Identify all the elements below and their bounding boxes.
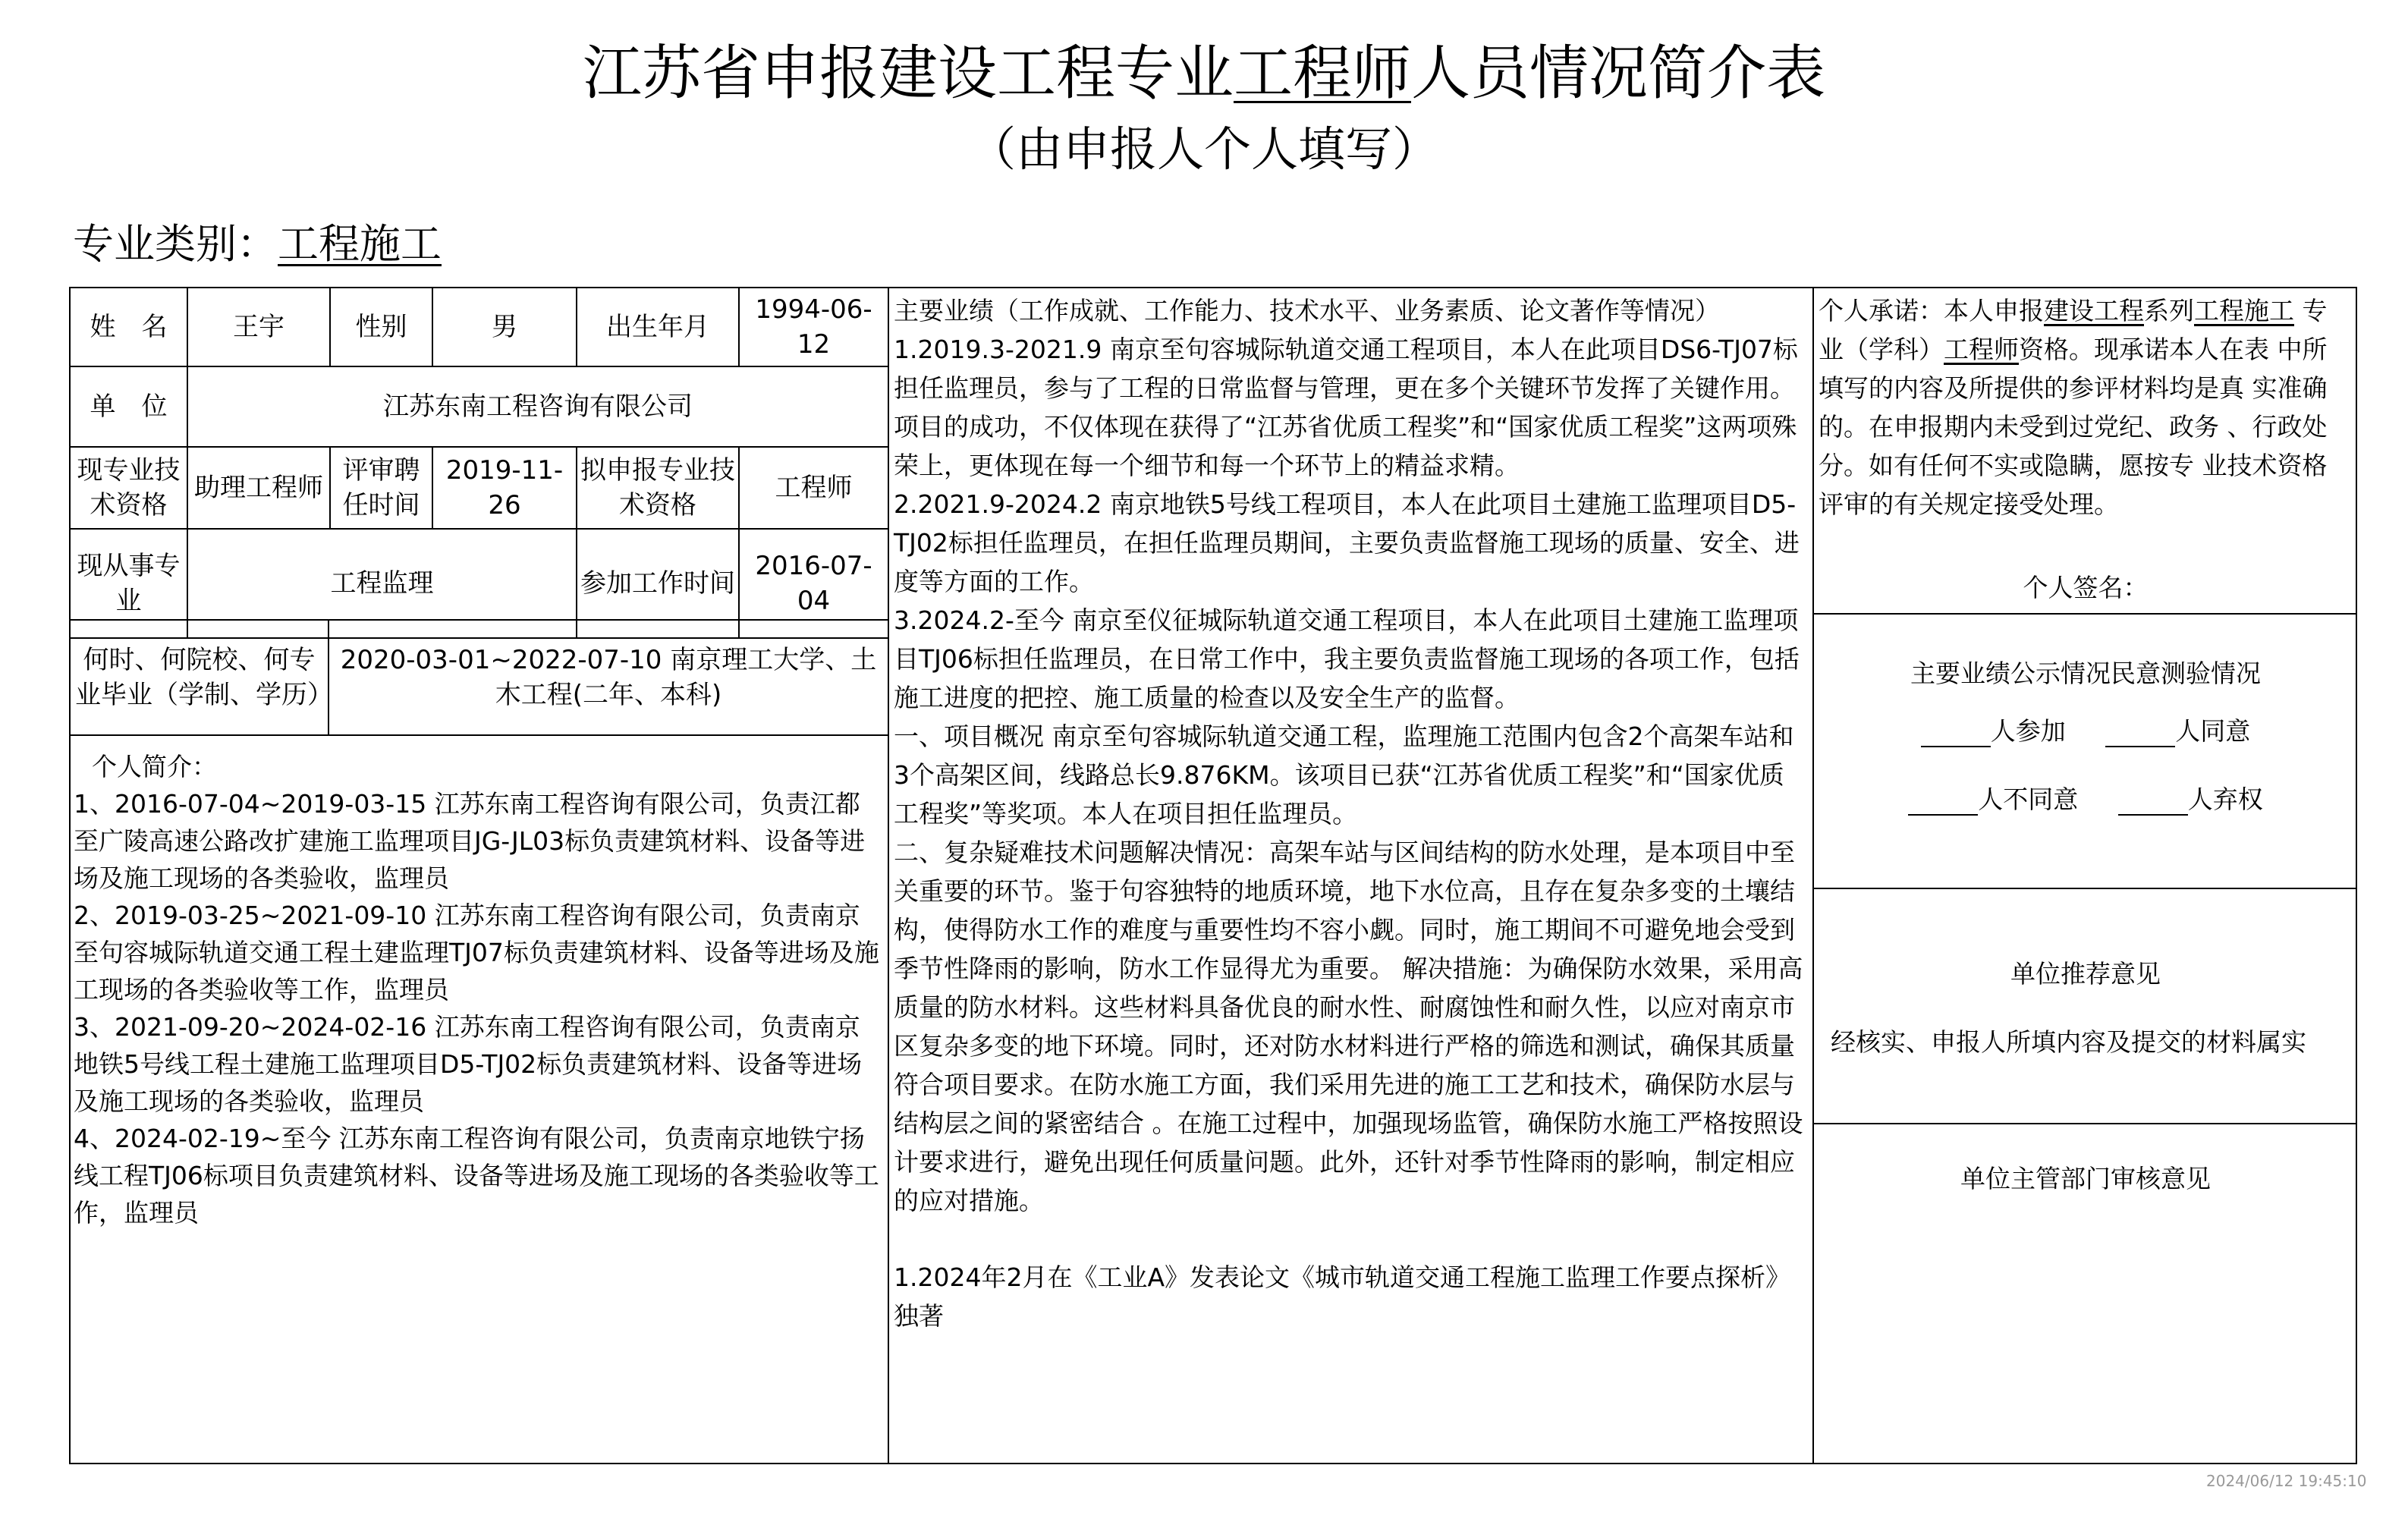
apply-qualification-value: 工程师 xyxy=(739,447,888,529)
qualification-value: 助理工程师 xyxy=(187,447,330,529)
page-subtitle: （由申报人个人填写） xyxy=(968,121,1439,177)
appoint-time-value: 2019-11-26 xyxy=(432,447,577,529)
recommend-title: 单位推荐意见 xyxy=(2010,959,2161,989)
work-start-value: 2016-07-04 xyxy=(739,529,888,638)
divider xyxy=(1814,613,2357,615)
blank-line xyxy=(1921,720,1991,747)
major-value: 工程监理 xyxy=(187,529,577,638)
gender-value: 男 xyxy=(432,288,577,366)
blank-line xyxy=(1908,788,1978,816)
achievements-title: 主要业绩（工作成就、工作能力、技术水平、业务素质、论文著作等情况） xyxy=(894,296,1720,325)
qualification-label: 现专业技术资格 xyxy=(70,447,187,529)
birth-label: 出生年月 xyxy=(577,288,739,366)
poll-row-2 xyxy=(1814,780,2357,816)
signature-label: 个人签名： xyxy=(2023,573,2149,602)
poll-agree: 人同意 xyxy=(2175,716,2251,746)
resume-section xyxy=(74,748,882,1231)
name-label: 姓 名 xyxy=(70,288,187,366)
gender-label: 性别 xyxy=(330,288,432,366)
achievement-paragraph: 一、项目概况 南京至句容城际轨道交通工程，监理施工范围内包含2个高架车站和3个高架区间，线路总长9.876KM。该项目已获“江苏省优质工程奖”和“国家优质工程奖”等奖项。本人在项目担任监理员。 xyxy=(894,722,1794,828)
category xyxy=(73,214,442,275)
appoint-time-label: 评审聘任时间 xyxy=(330,447,432,529)
dept-review-title: 单位主管部门审核意见 xyxy=(1960,1164,2211,1193)
resume-item: 4、2024-02-19~至今 江苏东南工程咨询有限公司，负责南京地铁宁扬线工程TJ06标项目负责建筑材料、设备等进场及施工现场的各类验收等工作，监理员 xyxy=(74,1124,879,1228)
spacer xyxy=(894,1220,1809,1258)
poll-row-1 xyxy=(1814,712,2357,747)
basic-info-table xyxy=(69,287,889,639)
right-column xyxy=(1814,287,2357,1464)
achievement-paragraph: 二、复杂疑难技术问题解决情况：高架车站与区间结构的防水处理，是本项目中至关重要的环节。鉴于句容独特的地质环境，地下水位高，且存在复杂多变的土壤结构，使得防水工作的难度与重要性均不容小觑。同时，施工期间不可避免地会受到季节性降雨的影响，防水工作显得尤为重要。 解决措施：为确保防水效果，采用高质量的防水材料。这些材料具备优良的耐水性、耐腐蚀性和耐久性，以应对南京市区复杂多变的地下环境。同时，还对防水材料进行严格的筛选和测试，确保其质量符合项目要求。在防水施工方面，我们采用先进的施工工艺和技术，确保防水层与结构层之间的紧密结合 。在施工过程中，加强现场监管，确保防水施工严格按照设计要求进行，避免出现任何质量问题。此外，还针对季节性降雨的影响，制定相应的应对措施。 xyxy=(894,838,1803,1215)
blank-line xyxy=(2118,788,2188,816)
poll-title: 主要业绩公示情况民意测验情况 xyxy=(1910,659,2261,688)
poll-disagree: 人不同意 xyxy=(1978,784,2079,814)
achievement-paragraph: 1.2019.3-2021.9 南京至句容城际轨道交通工程项目，本人在此项目DS6-TJ07标担任监理员，参与了工程的日常监督与管理，更在多个关键环节发挥了关键作用。项目的成功，不仅体现在获得了“江苏省优质工程奖”和“国家优质工程奖”这两项殊荣上，更体现在每一个细节和每一个环节上的精益求精。 xyxy=(894,335,1798,480)
blank-line xyxy=(2105,720,2175,747)
achievements-section xyxy=(894,291,1809,1335)
poll-abstain: 人弃权 xyxy=(2187,784,2263,814)
major-label: 现从事专业 xyxy=(70,529,187,638)
recommend-text: 经核实、申报人所填内容及提交的材料属实 xyxy=(1831,1027,2306,1057)
resume-item: 3、2021-09-20~2024-02-16 江苏东南工程咨询有限公司，负责南京地铁5号线工程土建施工监理项目D5-TJ02标负责建筑材料、设备等进场及施工现场的各类验收，监理员 xyxy=(74,1012,863,1116)
divider xyxy=(1814,888,2357,889)
apply-qualification-label: 拟申报专业技术资格 xyxy=(577,447,739,529)
resume-item: 1、2016-07-04~2019-03-15 江苏东南工程咨询有限公司，负责江都至广陵高速公路改扩建施工监理项目JG-JL03标负责建筑材料、设备等进场及施工现场的各类验收，监理员 xyxy=(74,789,866,893)
unit-value: 江苏东南工程咨询有限公司 xyxy=(187,366,888,447)
pledge-text: 个人承诺：本人申报建设工程系列工程施工 专业（学科）工程师资格。现承诺本人在表 中所填写的内容及所提供的参评材料均是真 实准确的。在申报期内未受到过党纪、政务 、行政处分。如有任何不实或隐瞒，愿按专 业技术资格评审的有关规定接受处理。 xyxy=(1819,296,2328,519)
achievement-paragraph: 3.2024.2-至今 南京至仪征城际轨道交通工程项目，本人在此项目土建施工监理项目TJ06标担任监理员，在日常工作中，我主要负责监督施工现场的各项工作，包括施工进度的把控、施工质量的检查以及安全生产的监督。 xyxy=(894,605,1800,712)
category-label: 专业类别： xyxy=(73,220,278,268)
birth-value: 1994-06-12 xyxy=(739,288,888,366)
resume-title: 个人简介： xyxy=(92,752,217,781)
timestamp: 2024/06/12 19:45:10 xyxy=(2206,1472,2367,1490)
work-start-label: 参加工作时间 xyxy=(577,529,739,638)
middle-column xyxy=(888,287,1814,1464)
poll-join: 人参加 xyxy=(1990,716,2066,746)
education-value: 2020-03-01~2022-07-10 南京理工大学、土木工程(二年、本科) xyxy=(329,620,888,735)
title-underlined: 工程师 xyxy=(1233,39,1411,108)
education-table xyxy=(69,619,889,736)
education-label: 何时、何院校、何专业毕业（学制、学历） xyxy=(70,620,329,735)
page-title: 江苏省申报建设工程专业工程师人员情况简介表 xyxy=(582,39,1826,108)
category-value: 工程施工 xyxy=(278,220,442,268)
left-column xyxy=(69,287,888,1464)
divider xyxy=(1814,1123,2357,1124)
unit-label: 单 位 xyxy=(70,366,187,447)
achievement-paper: 1.2024年2月在《工业A》发表论文《城市轨道交通工程施工监理工作要点探析》独著 xyxy=(894,1262,1791,1331)
name-value: 王宇 xyxy=(187,288,330,366)
resume-item: 2、2019-03-25~2021-09-10 江苏东南工程咨询有限公司，负责南京至句容城际轨道交通工程土建监理TJ07标负责建筑材料、设备等进场及施工现场的各类验收等工作，监理员 xyxy=(74,901,879,1005)
achievement-paragraph: 2.2021.9-2024.2 南京地铁5号线工程项目，本人在此项目土建施工监理项目D5-TJ02标担任监理员，在担任监理员期间，主要负责监督施工现场的质量、安全、进度等方面的工作。 xyxy=(894,489,1800,596)
